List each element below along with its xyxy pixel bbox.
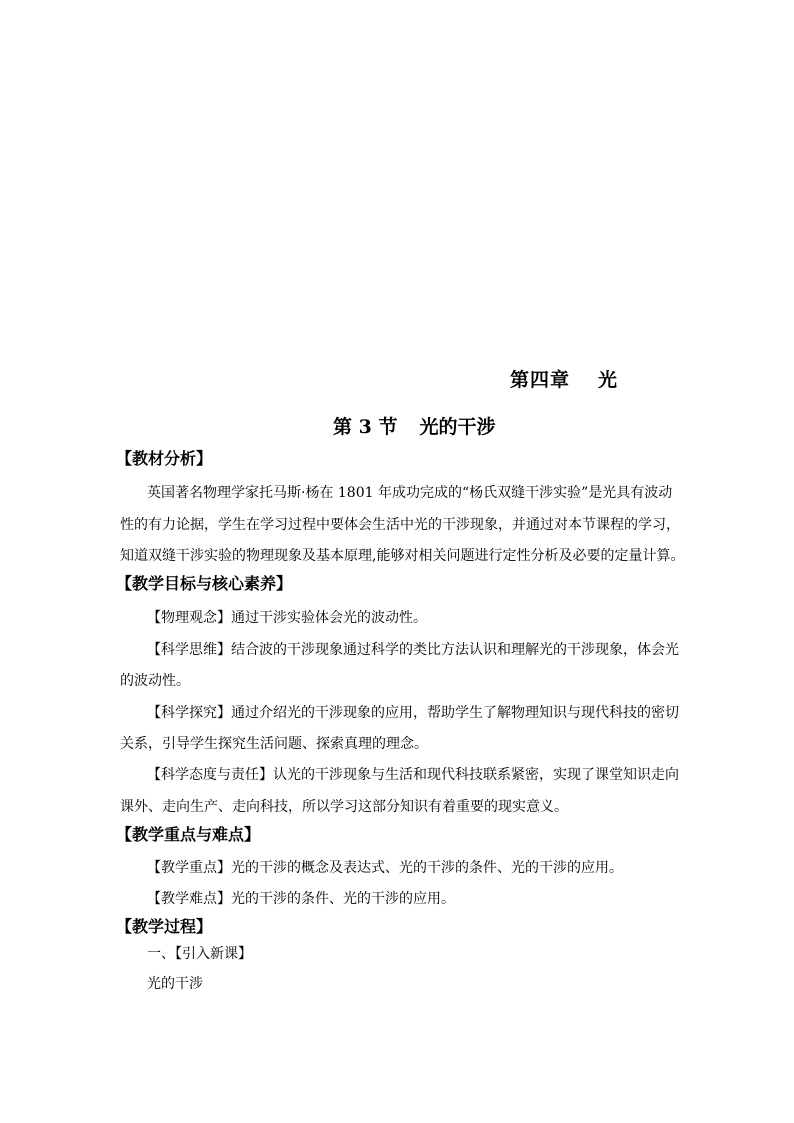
section-number: 第 3 节 [333,416,398,438]
analysis-line: 知道双缝干涉实验的物理现象及基本原理,能够对相关问题进行定性分析及必要的定量计算。 [120,548,685,564]
goal-item-continuation: 关系，引导学生探究生活问题、探索真理的理念。 [120,736,428,752]
goal-item: 【物理观念】通过干涉实验体会光的波动性。 [147,610,427,626]
process-heading: 【教学过程】 [116,917,213,936]
section-name: 光的干涉 [419,416,496,438]
analysis-heading: 【教材分析】 [116,449,213,468]
key-point-item: 【教学重点】光的干涉的概念及表达式、光的干涉的条件、光的干涉的应用。 [147,860,623,876]
goal-item-continuation: 课外、走向生产、走向科技，所以学习这部分知识有着重要的现实意义。 [120,799,568,815]
process-step: 一、【引入新课】 [147,946,252,962]
analysis-line: 性的有力论据，学生在学习过程中要体会生活中光的干涉现象，并通过对本节课程的学习， [120,517,680,533]
chapter-label: 第四章 [510,369,571,391]
goal-item-continuation: 的波动性。 [120,673,190,689]
process-topic: 光的干涉 [147,976,203,992]
goal-item: 【科学探究】通过介绍光的干涉现象的应用，帮助学生了解物理知识与现代科技的密切 [147,705,679,721]
chapter-name: 光 [598,369,619,391]
key-point-item: 【教学难点】光的干涉的条件、光的干涉的应用。 [147,891,455,907]
goals-heading: 【教学目标与核心素养】 [116,574,293,593]
section-title [333,412,495,439]
goal-item: 【科学思维】结合波的干涉现象通过科学的类比方法认识和理解光的干涉现象，体会光 [147,642,679,658]
analysis-line: 英国著名物理学家托马斯·杨在 1801 年成功完成的“杨氏双缝干涉实验”是光具有波动 [147,485,673,501]
key-points-heading: 【教学重点与难点】 [116,825,261,844]
goal-item: 【科学态度与责任】认光的干涉现象与生活和现代科技联系紧密，实现了课堂知识走向 [147,767,679,783]
chapter-title [510,365,618,392]
